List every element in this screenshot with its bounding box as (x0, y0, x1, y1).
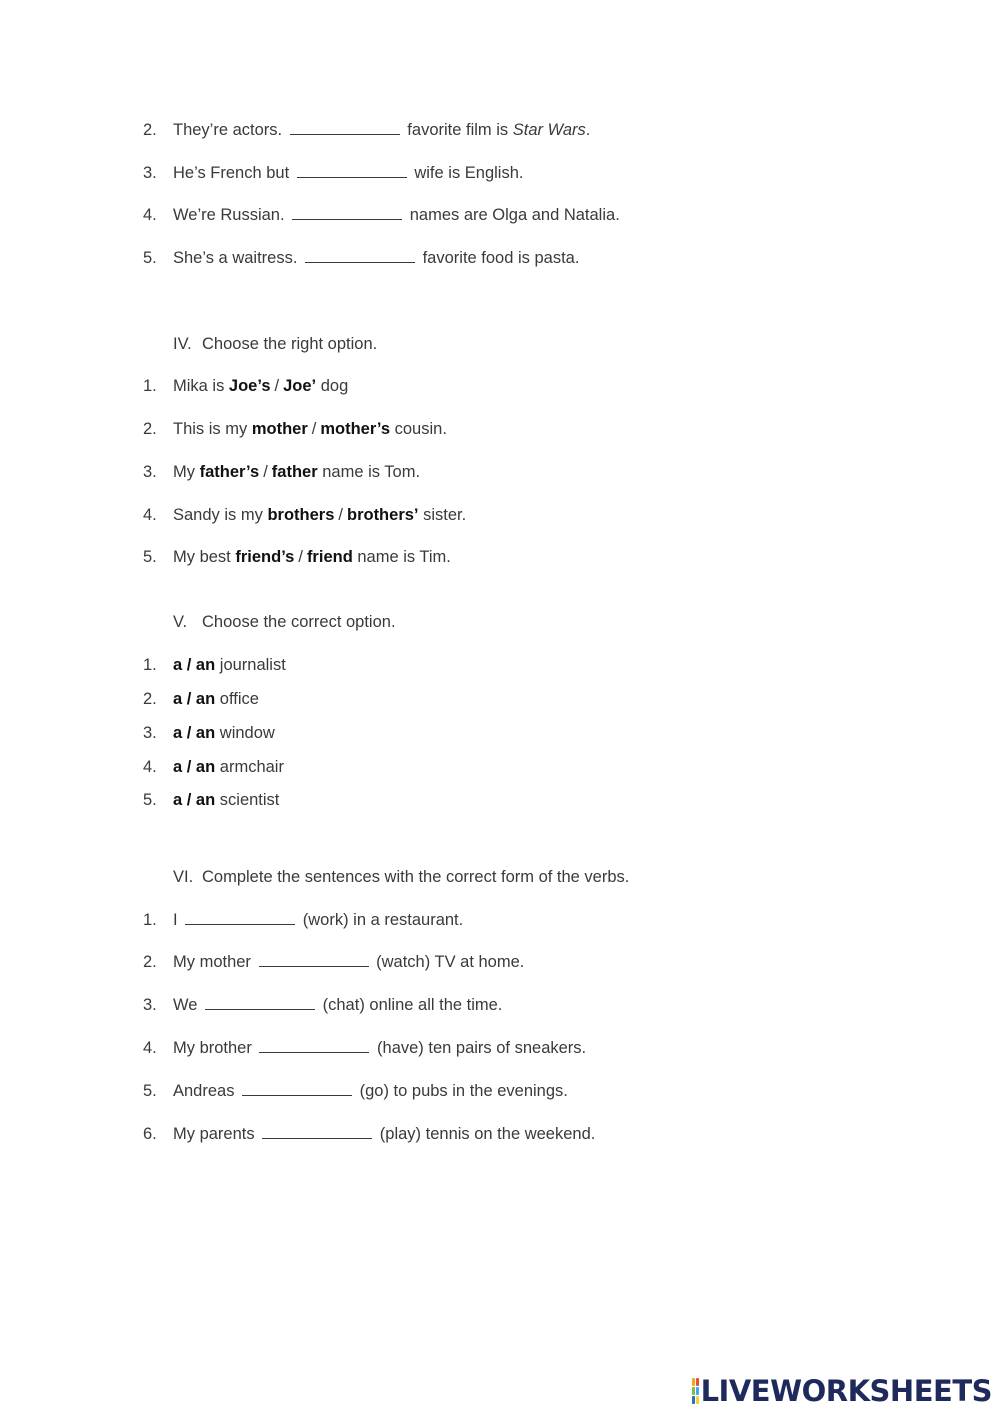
text-pre: He’s French but (173, 164, 294, 182)
noun: scientist (215, 791, 280, 809)
item-number: 4. (143, 758, 157, 776)
text-pre: We (173, 996, 203, 1014)
text-post: cousin. (390, 420, 447, 438)
item-number: 3. (143, 463, 157, 481)
item-number: 5. (143, 791, 157, 809)
option-separator: / (263, 463, 268, 481)
text-pre: Mika is (173, 377, 229, 395)
item-number: 1. (143, 911, 157, 929)
text-post: (work) in a restaurant. (298, 911, 464, 929)
item-number: 1. (143, 377, 157, 395)
answer-blank[interactable] (205, 995, 315, 1010)
film-title: Star Wars (512, 121, 586, 139)
item-text (173, 418, 447, 440)
option-2[interactable]: father (271, 463, 318, 481)
section-title: Choose the right option. (202, 335, 378, 353)
text-post: wife is English. (409, 164, 524, 182)
text-end: . (585, 121, 591, 139)
item-text (173, 162, 523, 184)
item-text (173, 1080, 568, 1102)
text-post: (watch) TV at home. (371, 953, 525, 971)
noun: office (215, 690, 259, 708)
item-text (173, 204, 620, 226)
item-text (173, 756, 284, 778)
item-number: 3. (143, 996, 157, 1014)
option-1[interactable]: mother (251, 420, 308, 438)
article-options[interactable]: a / an (173, 724, 216, 742)
item-text (173, 994, 502, 1016)
text-post: (play) tennis on the weekend. (375, 1125, 596, 1143)
answer-blank[interactable] (259, 1038, 369, 1053)
text-pre: My brother (173, 1039, 257, 1057)
answer-blank[interactable] (297, 163, 407, 178)
item-text (173, 688, 259, 710)
noun: armchair (215, 758, 284, 776)
item-text (173, 504, 466, 526)
item-text (173, 461, 420, 483)
item-text (173, 654, 286, 676)
text-pre: My mother (173, 953, 256, 971)
text-post: favorite food is pasta. (418, 249, 580, 267)
answer-blank[interactable] (242, 1081, 352, 1096)
liveworksheets-logo[interactable] (692, 1374, 992, 1408)
article-options[interactable]: a / an (173, 758, 216, 776)
item-text (173, 247, 579, 269)
option-2[interactable]: mother’s (320, 420, 391, 438)
noun: window (215, 724, 275, 742)
option-2[interactable]: friend (306, 548, 353, 566)
text-pre: She’s a waitress. (173, 249, 303, 267)
option-separator: / (298, 548, 303, 566)
section-roman: IV. (173, 335, 192, 353)
answer-blank[interactable] (290, 120, 400, 135)
text-pre: This is my (173, 420, 252, 438)
item-text (173, 1123, 595, 1145)
answer-blank[interactable] (185, 910, 295, 925)
text-post: name is Tom. (317, 463, 421, 481)
item-number: 2. (143, 121, 157, 139)
item-number: 5. (143, 548, 157, 566)
item-text (173, 909, 463, 931)
option-separator: / (338, 506, 343, 524)
text-post: sister. (418, 506, 467, 524)
item-number: 4. (143, 206, 157, 224)
item-text (173, 375, 348, 397)
answer-blank[interactable] (262, 1124, 372, 1139)
text-post: names are Olga and Natalia. (405, 206, 620, 224)
item-number: 6. (143, 1125, 157, 1143)
option-2[interactable]: Joe’ (283, 377, 317, 395)
option-2[interactable]: brothers’ (346, 506, 419, 524)
option-1[interactable]: friend’s (235, 548, 295, 566)
item-text (173, 951, 524, 973)
item-text (173, 546, 451, 568)
section-title: Complete the sentences with the correct form of the verbs. (202, 868, 630, 886)
section4-heading (173, 333, 377, 355)
answer-blank[interactable] (259, 952, 369, 967)
text-post: (chat) online all the time. (318, 996, 503, 1014)
noun: journalist (215, 656, 286, 674)
item-number: 2. (143, 690, 157, 708)
option-1[interactable]: Joe’s (228, 377, 271, 395)
item-number: 4. (143, 1039, 157, 1057)
text-pre: We’re Russian. (173, 206, 290, 224)
item-text (173, 789, 279, 811)
article-options[interactable]: a / an (173, 690, 216, 708)
item-text (173, 119, 590, 141)
section-title: Choose the correct option. (202, 613, 396, 631)
text-pre: My parents (173, 1125, 260, 1143)
option-1[interactable]: father’s (199, 463, 260, 481)
text-pre: Sandy is my (173, 506, 268, 524)
text-post: (go) to pubs in the evenings. (355, 1082, 568, 1100)
article-options[interactable]: a / an (173, 656, 216, 674)
section-roman: VI. (173, 868, 194, 886)
item-number: 2. (143, 420, 157, 438)
section6-heading (173, 866, 629, 888)
text-post: name is Tim. (352, 548, 451, 566)
text-pre: My best (173, 548, 236, 566)
item-number: 2. (143, 953, 157, 971)
text-post: favorite film is (402, 121, 513, 139)
text-pre: I (173, 911, 183, 929)
article-options[interactable]: a / an (173, 791, 216, 809)
item-number: 5. (143, 249, 157, 267)
answer-blank[interactable] (305, 248, 415, 263)
text-post: dog (316, 377, 349, 395)
logo-text: LIVEWORKSHEETS (700, 1374, 992, 1408)
answer-blank[interactable] (292, 205, 402, 220)
liveworksheets-logo-icon (692, 1378, 699, 1404)
text-pre: Andreas (173, 1082, 240, 1100)
option-separator: / (311, 420, 317, 438)
item-number: 3. (143, 724, 157, 742)
option-separator: / (274, 377, 280, 395)
item-number: 5. (143, 1082, 157, 1100)
text-pre: My (173, 463, 200, 481)
text-post: (have) ten pairs of sneakers. (372, 1039, 587, 1057)
section-roman: V. (173, 613, 188, 631)
item-number: 3. (143, 164, 157, 182)
item-text (173, 1037, 586, 1059)
text-pre: They’re actors. (173, 121, 287, 139)
section5-heading (173, 611, 396, 633)
item-number: 4. (143, 506, 157, 524)
option-1[interactable]: brothers (267, 506, 335, 524)
item-text (173, 722, 275, 744)
item-number: 1. (143, 656, 157, 674)
